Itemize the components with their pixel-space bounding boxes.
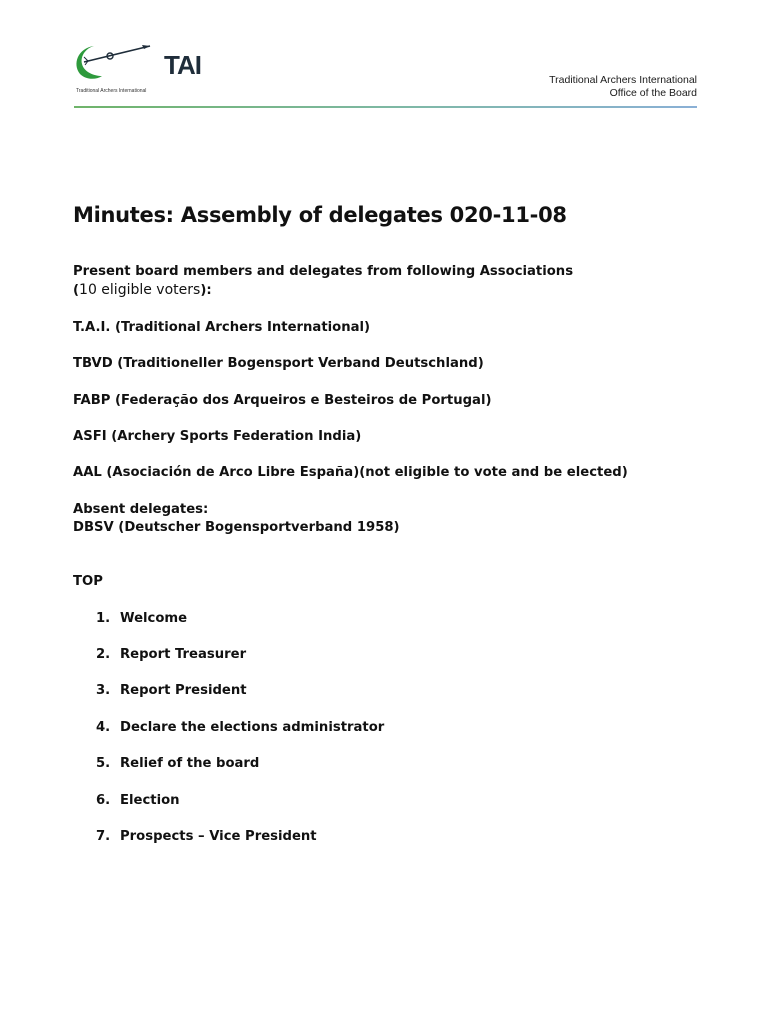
agenda-item: 4. Declare the elections administrator	[96, 720, 385, 735]
archer-logo-icon	[72, 42, 162, 92]
agenda-item: 2. Report Treasurer	[96, 647, 247, 662]
header-divider	[74, 106, 697, 108]
org-office: Office of the Board	[609, 87, 697, 99]
association-item: AAL (Asociación de Arco Libre España)(not eligible to vote and be elected)	[73, 465, 628, 480]
agenda-item: 6. Election	[96, 793, 180, 808]
association-item: TBVD (Traditioneller Bogensport Verband Deutschland)	[73, 356, 484, 371]
association-item: T.A.I. (Traditional Archers International)	[73, 320, 371, 335]
logo-wordmark: TAI	[164, 50, 201, 80]
org-name: Traditional Archers International	[549, 74, 697, 86]
org-block	[549, 74, 697, 100]
agenda-item: 3. Report President	[96, 683, 247, 698]
agenda-item: 5. Relief of the board	[96, 756, 260, 771]
absent-label: Absent delegates:	[73, 502, 209, 517]
agenda-item: 1. Welcome	[96, 611, 188, 626]
eligible-voters: 10 eligible voters	[79, 282, 201, 298]
absent-delegate: DBSV (Deutscher Bogensportverband 1958)	[73, 520, 400, 535]
intro-line: Present board members and delegates from following Associations	[73, 264, 574, 279]
intro-paragraph	[73, 263, 573, 300]
logo-tagline: Traditional Archers International	[76, 88, 147, 94]
eligible-voters-line: (10 eligible voters):	[73, 282, 212, 298]
top-heading: TOP	[73, 574, 103, 589]
association-item: FABP (Federação dos Arqueiros e Besteiros de Portugal)	[73, 393, 492, 408]
tai-logo	[72, 42, 201, 98]
absent-section	[73, 501, 400, 537]
agenda-item: 7. Prospects – Vice President	[96, 829, 317, 844]
document-title: Minutes: Assembly of delegates 020-11-08	[73, 203, 567, 227]
association-item: ASFI (Archery Sports Federation India)	[73, 429, 362, 444]
